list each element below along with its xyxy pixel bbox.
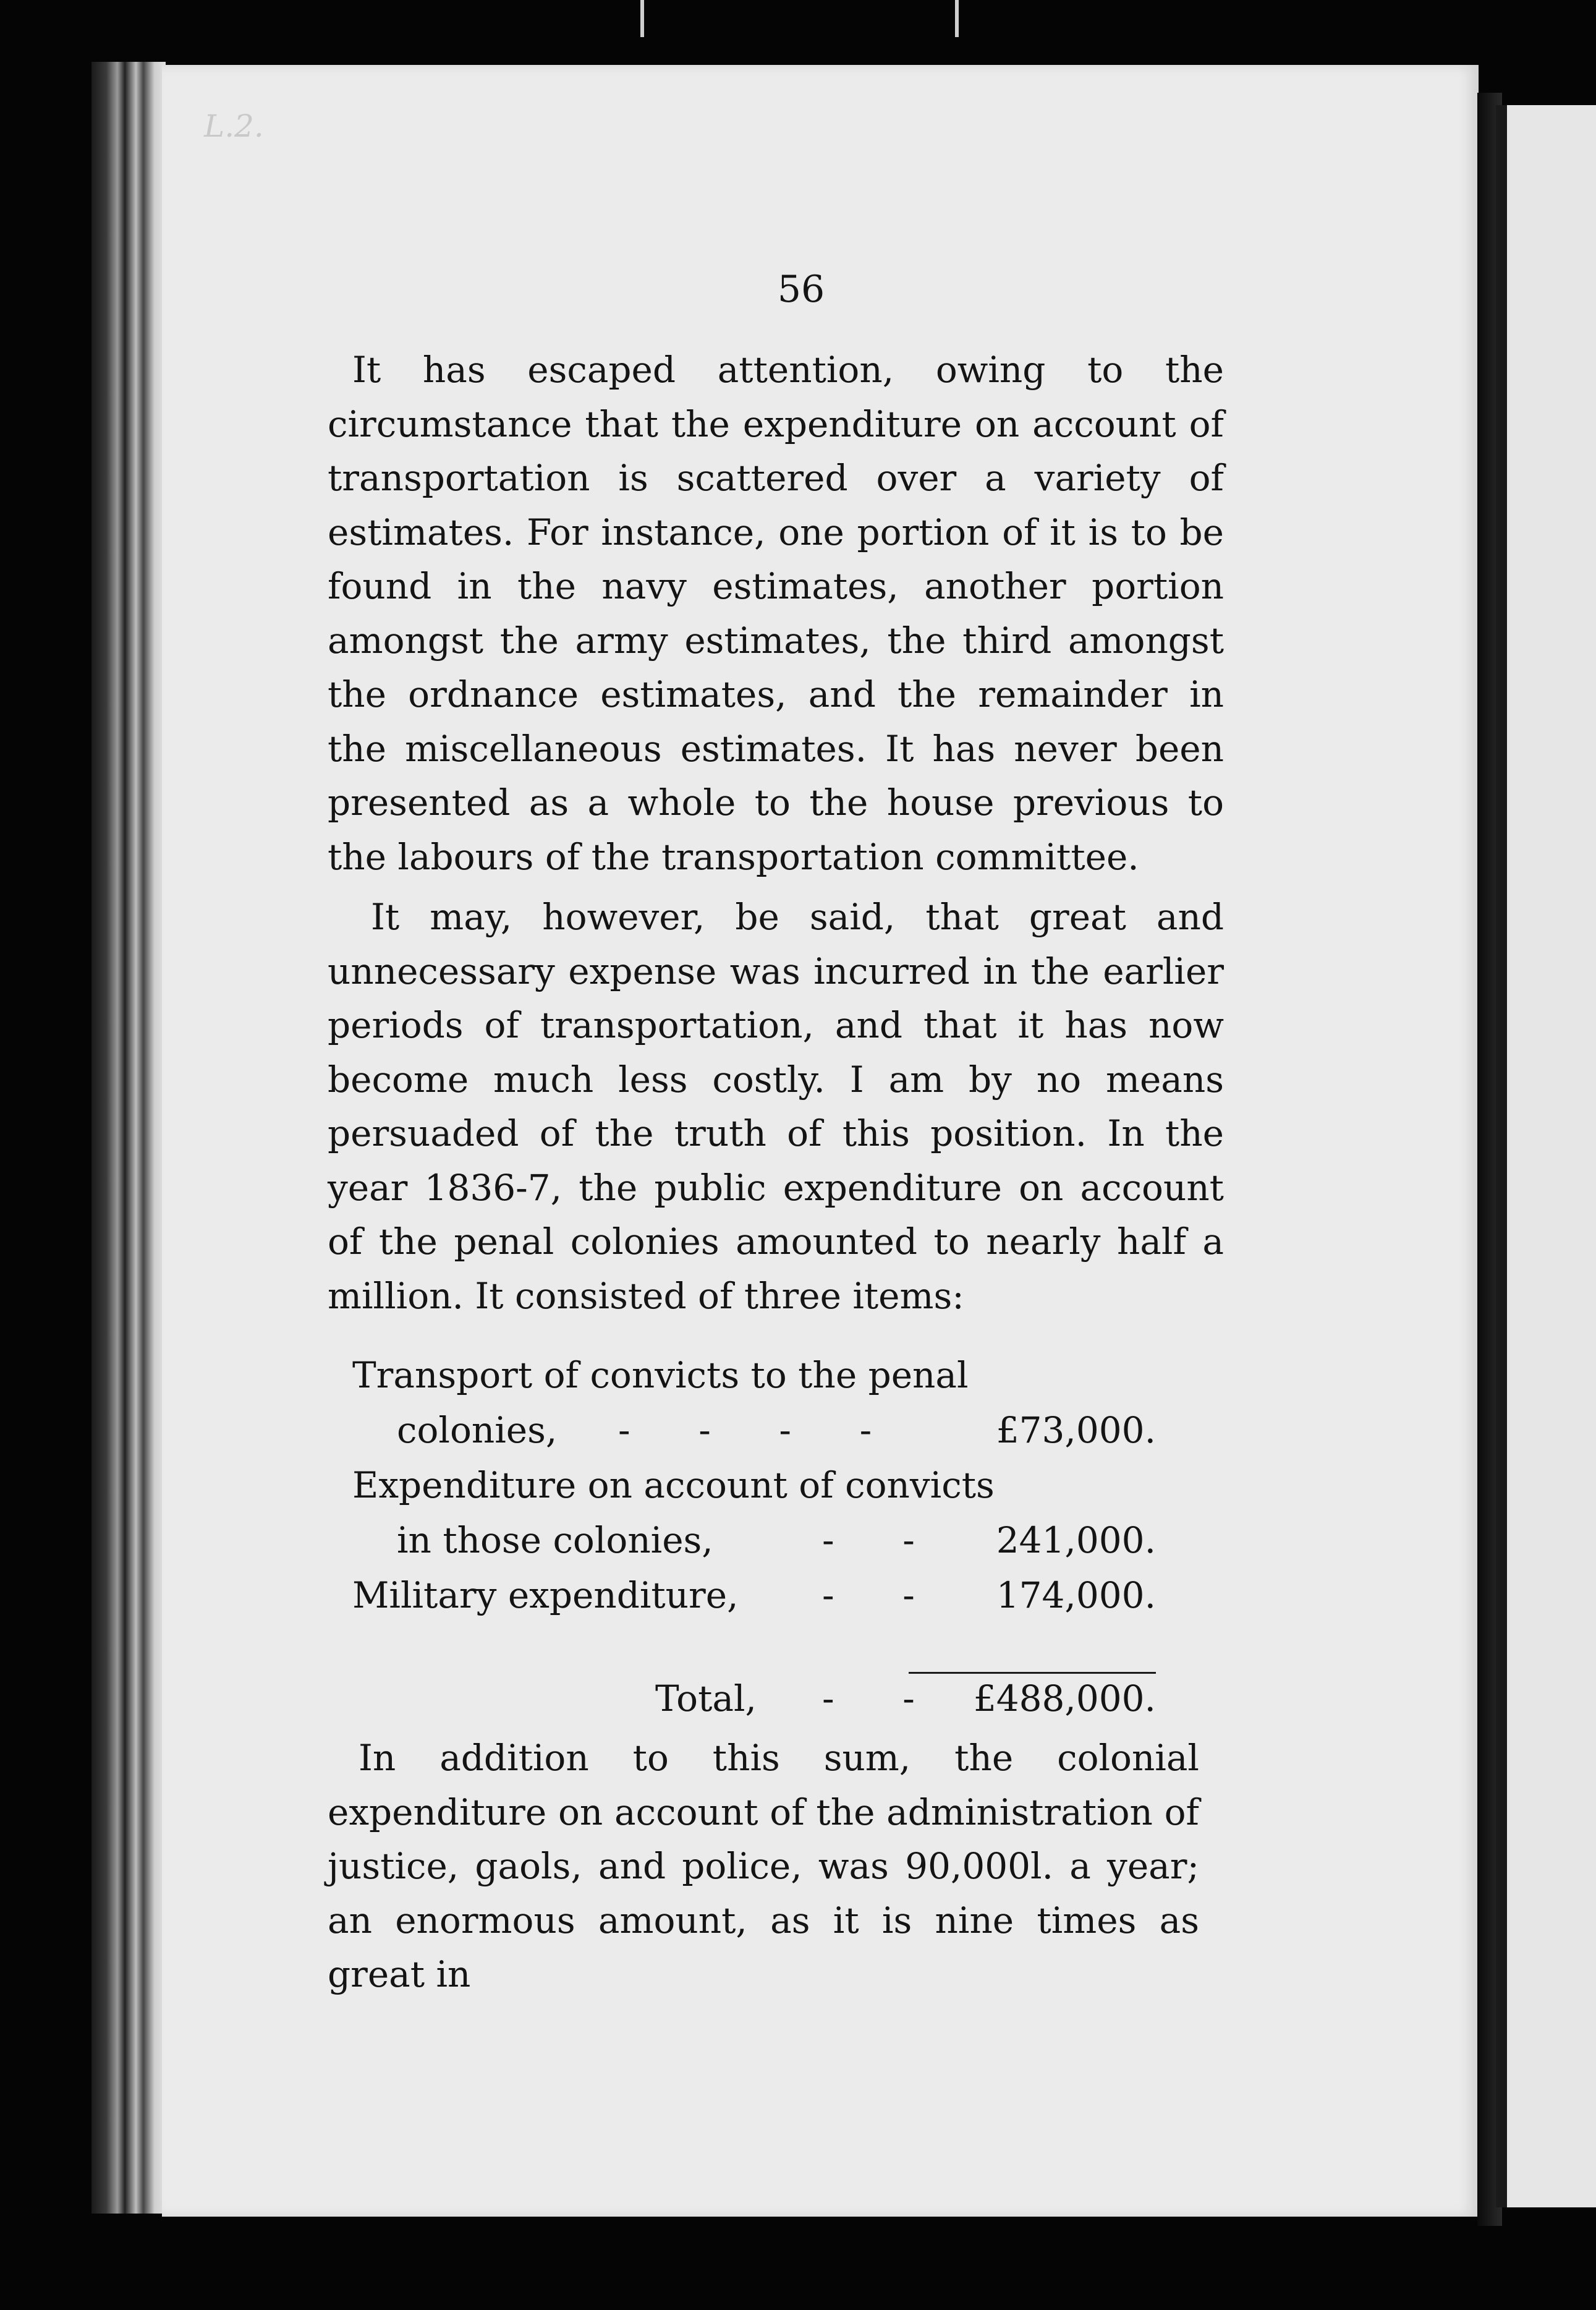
table-row	[352, 1409, 1156, 1464]
item-amount: 241,000.	[996, 1519, 1156, 1561]
paragraph-1: It has escaped attention, owing to the circumstance that the expenditure on account of transportation is scattered over a variety of estimates. For instance, one portion of it is to be found in the navy estimates, another portion amongst the army estimates, the third amongst the ordnance estimates, and the remainder in the miscellaneous estimates. It has never been presented as a whole to the house previous to the labours of the transportation committee.	[328, 349, 1224, 878]
leader-dashes: - -	[822, 1677, 915, 1720]
item-amount: £73,000.	[996, 1409, 1156, 1451]
table-row	[352, 1519, 1156, 1574]
top-tick-mark	[955, 0, 959, 37]
table-row	[352, 1464, 1156, 1519]
leader-dashes: - -	[822, 1519, 915, 1561]
facing-page-edge	[1496, 105, 1596, 2207]
item-label: Expenditure on account of convicts	[352, 1464, 995, 1506]
leader-dashes: - - - -	[618, 1409, 872, 1451]
paragraph-3: In addition to this sum, the colonial expenditure on account of the administration of justice, gaols, and police, was 90,000l. a year; an enormous amount, as it is nine times as great in	[328, 1737, 1199, 1995]
total-rule	[909, 1672, 1156, 1674]
pencil-corner-mark: L.2.	[204, 108, 264, 144]
table-row	[352, 1574, 1156, 1629]
item-label: Military expenditure,	[352, 1574, 739, 1616]
book-edge	[91, 62, 166, 2214]
total-row	[352, 1677, 1156, 1732]
total-label: Total,	[655, 1677, 757, 1720]
item-label-continued: in those colonies,	[397, 1519, 713, 1561]
item-label: Transport of convicts to the penal	[352, 1354, 969, 1396]
expenditure-table	[352, 1354, 1156, 1629]
top-tick-mark	[640, 0, 644, 37]
item-amount: 174,000.	[996, 1574, 1156, 1616]
leader-dashes: - -	[822, 1574, 915, 1616]
page-number: 56	[777, 268, 825, 311]
total-amount: £488,000.	[973, 1677, 1156, 1720]
table-row	[352, 1354, 1156, 1409]
paragraph-2: It may, however, be said, that great and unnecessary expense was incurred in the earlier periods of transportation, and that it has now become much less costly. I am by no means persuaded of the truth of this position. In the year 1836-7, the public expenditure on account of the penal colonies amounted to nearly half a million. It consisted of three items:	[328, 896, 1224, 1317]
item-label-continued: colonies,	[397, 1409, 558, 1451]
